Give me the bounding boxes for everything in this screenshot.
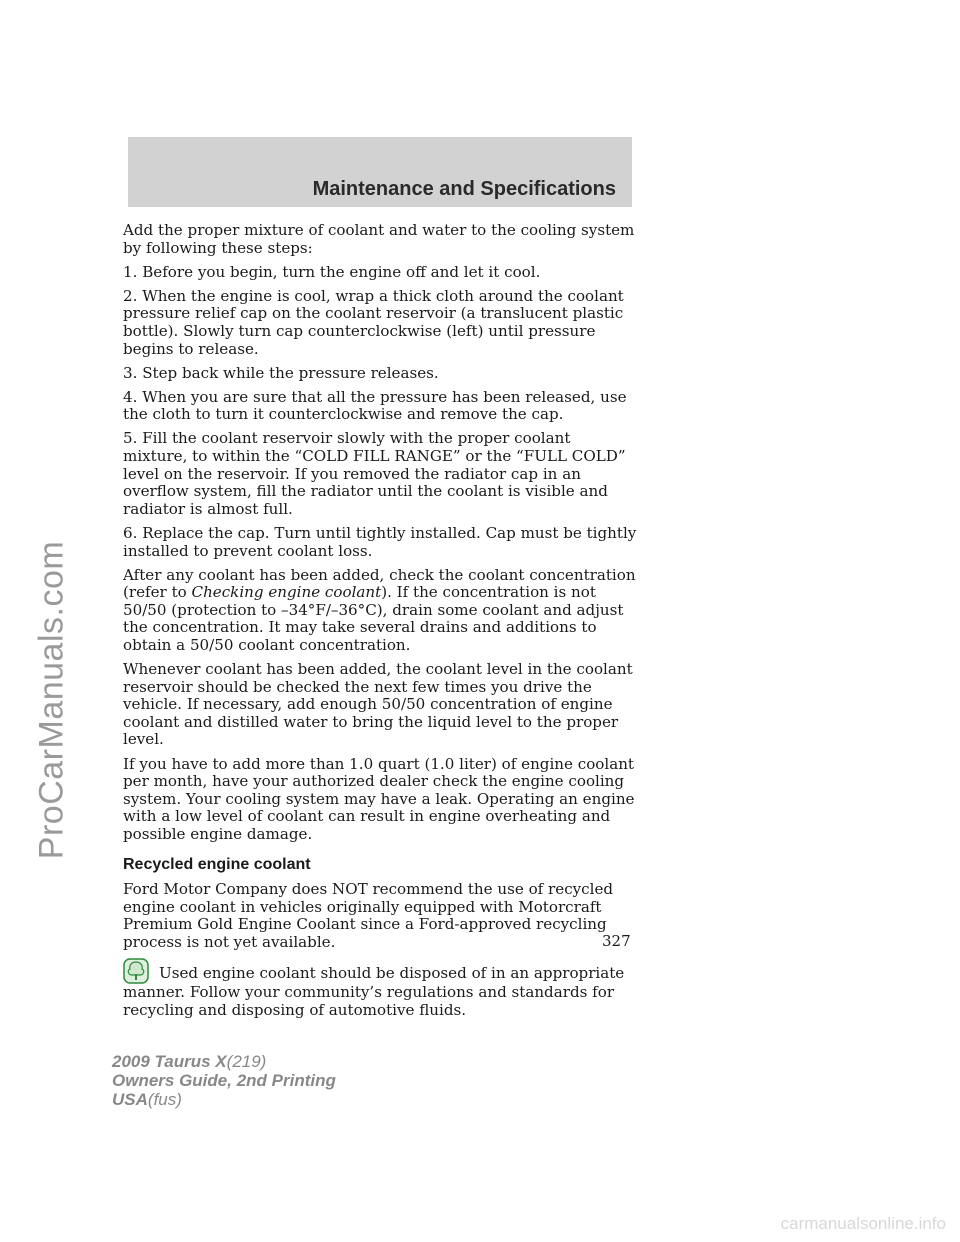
footer-code: (219) bbox=[226, 1052, 267, 1071]
text: ). If the concentration is not 50/50 (protection to –34°F/–36°C), drain some coolant and adjust the concentration. It may take several drains and additions to obtain a 50/50 coolant concentration. bbox=[123, 583, 624, 654]
paragraph: Add the proper mixture of coolant and water to the cooling system by following these steps: bbox=[123, 221, 635, 257]
step-2: 2. When the engine is cool, wrap a thick cloth around the coolant pressure relief cap on the coolant reservoir (a translucent plastic bottle). Slowly turn cap counterclockwise (left) until pressure begins to release. bbox=[123, 286, 624, 358]
text: Used engine coolant should be disposed of in an appropriate manner. Follow your community’s regulations and standards for recycling and disposing of automotive fluids. bbox=[123, 963, 625, 1019]
footer bbox=[112, 1052, 336, 1109]
step-3: 3. Step back while the pressure releases. bbox=[123, 363, 439, 382]
subheading: Recycled engine coolant bbox=[123, 855, 311, 873]
paragraph-concentration bbox=[123, 567, 639, 655]
page-body bbox=[123, 222, 639, 1026]
step-1: 1. Before you begin, turn the engine off and let it cool. bbox=[123, 262, 541, 281]
paragraph-leak-warning: If you have to add more than 1.0 quart (1.0 liter) of engine coolant per month, have your authorized dealer check the engine cooling system. Your cooling system may have a leak. Operating an engine with a low level of coolant can result in engine overheating and possible engine damage. bbox=[123, 754, 635, 843]
step-5: 5. Fill the coolant reservoir slowly with the proper coolant mixture, to within the “COLD FILL RANGE” or the “FULL COLD” level on the reservoir. If you removed the radiator cap in an overflow system, fill the radiator until the coolant is visible and radiator is almost full. bbox=[123, 429, 626, 518]
bottom-watermark: carmanualsonline.info bbox=[780, 1214, 946, 1233]
page-number: 327 bbox=[602, 932, 631, 950]
footer-line-2: Owners Guide, 2nd Printing bbox=[112, 1071, 336, 1090]
paragraph-check-level: Whenever coolant has been added, the coolant level in the coolant reservoir should be checked the next few times you drive the vehicle. If necessary, add enough 50/50 concentration of engine coolant and distilled water to bring the liquid level to the proper level. bbox=[123, 660, 633, 749]
footer-market-code: (fus) bbox=[147, 1090, 182, 1109]
footer-model: 2009 Taurus X bbox=[112, 1052, 227, 1071]
footer-line-3 bbox=[112, 1090, 336, 1109]
tree-icon bbox=[123, 958, 149, 984]
step-4: 4. When you are sure that all the pressure has been released, use the cloth to turn it counterclockwise and remove the cap. bbox=[123, 387, 627, 424]
side-watermark: ProCarManuals.com bbox=[32, 540, 71, 860]
footer-market: USA bbox=[112, 1090, 148, 1109]
paragraph-disposal bbox=[123, 958, 639, 1019]
footer-line-1 bbox=[112, 1052, 336, 1071]
text: After any coolant has been added, check the coolant concentration (refer to bbox=[123, 565, 636, 602]
section-title: Maintenance and Specifications bbox=[312, 178, 616, 200]
cross-reference: Checking engine coolant bbox=[191, 583, 382, 602]
step-6: 6. Replace the cap. Turn until tightly installed. Cap must be tightly installed to prevent coolant loss. bbox=[123, 523, 637, 560]
paragraph-recycled: Ford Motor Company does NOT recommend the use of recycled engine coolant in vehicles originally equipped with Motorcraft Premium Gold Engine Coolant since a Ford-approved recycling process is not yet available. bbox=[123, 880, 614, 951]
